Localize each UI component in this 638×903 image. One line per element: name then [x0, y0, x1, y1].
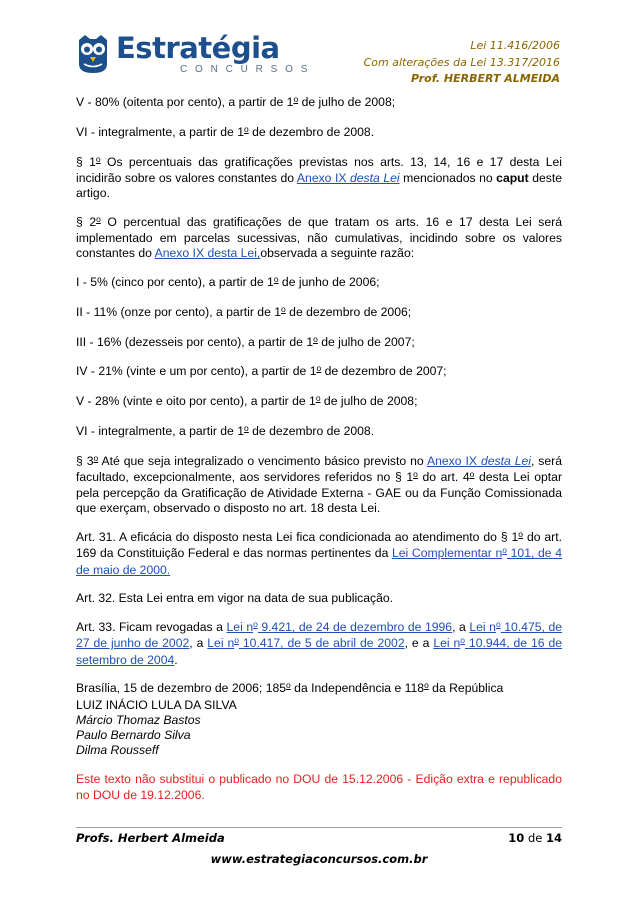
- ordinal-superscript: o: [273, 274, 279, 284]
- ordinal-superscript: o: [244, 123, 249, 134]
- law-link[interactable]: Lei n: [226, 620, 254, 635]
- text-run: Art. 31. A eficácia do disposto nesta Lei fica condicionada ao atendimento do § 1: [76, 530, 519, 545]
- document-body: [76, 95, 562, 816]
- ordinal-superscript: o: [413, 468, 418, 479]
- law-link[interactable]: o: [253, 619, 258, 630]
- law-link[interactable]: o: [495, 619, 501, 630]
- footer-divider: [76, 827, 562, 828]
- law-paragraph: [76, 364, 562, 380]
- text-run: III - 16% (dezesseis por cento), a partir de 1: [76, 334, 314, 349]
- law-link[interactable]: Anexo IX: [296, 170, 350, 185]
- law-link[interactable]: Lei Complementar n: [392, 546, 503, 561]
- text-run: de dezembro de 2008.: [248, 423, 375, 438]
- law-paragraph: [76, 275, 562, 291]
- text-run: desta Lei optar pela percepção da Gratificação de Atividade Externa - GAE ou da Função Comissionada que exerçam, observado o disposto no art. 18 desta Lei.: [76, 469, 563, 516]
- text-run: observada a seguinte razão:: [260, 246, 415, 261]
- total-pages: 14: [545, 831, 562, 845]
- owl-icon: [76, 34, 110, 74]
- law-paragraph: [76, 394, 562, 410]
- signatory: Dilma Rousseff: [76, 743, 159, 758]
- law-link[interactable]: desta Lei: [350, 170, 400, 185]
- law-link[interactable]: o: [234, 635, 239, 646]
- text-run: de julho de 2007;: [317, 334, 415, 349]
- ordinal-superscript: o: [469, 468, 475, 479]
- law-link[interactable]: 9.421, de 24 de dezembro de 1996: [257, 620, 453, 635]
- text-run: , a: [189, 636, 208, 651]
- ordinal-superscript: o: [313, 333, 318, 344]
- header-info: [364, 38, 560, 88]
- ordinal-superscript: o: [95, 153, 101, 164]
- ordinal-superscript: o: [316, 363, 322, 374]
- text-run: VI - integralmente, a partir de 1: [76, 124, 245, 139]
- ordinal-superscript: o: [424, 680, 429, 691]
- law-link[interactable]: 101, de 4 de maio de 2000.: [76, 546, 562, 577]
- law-paragraphs: [76, 95, 562, 668]
- estrategia-logo: [76, 31, 316, 80]
- text-run: .: [174, 652, 178, 667]
- text-run: da República: [428, 681, 504, 696]
- law-paragraph: [76, 335, 562, 351]
- text-run: de dezembro de 2006;: [285, 304, 412, 319]
- text-run: O percentual das gratificações de que tratam os arts. 16 e 17 desta Lei será implementado em parcelas sucessivas, não cumulativas, incidindo sobre os valores constantes do: [76, 214, 562, 261]
- text-run: de dezembro de 2007;: [321, 364, 447, 379]
- ordinal-superscript: o: [518, 529, 524, 540]
- text-run: II - 11% (onze por cento), a partir de 1: [76, 304, 282, 319]
- law-paragraph: [76, 620, 562, 668]
- current-page: 10: [508, 831, 525, 845]
- law-paragraph: [76, 125, 562, 141]
- text-run: V - 28% (vinte e oito por cento), a partir de 1: [76, 394, 316, 409]
- text-run: deste artigo.: [76, 170, 563, 200]
- text-run: da Independência e 118: [290, 681, 425, 696]
- text-run: do art. 169 da Constituição Federal e das normas pertinentes da: [76, 530, 563, 561]
- law-paragraph: [76, 155, 562, 202]
- law-paragraph: [76, 424, 562, 440]
- footer-url: www.estrategiaconcursos.com.br: [210, 852, 428, 866]
- president-name: LUIZ INÁCIO LULA DA SILVA: [76, 697, 237, 712]
- law-paragraph: [76, 591, 562, 606]
- law-link[interactable]: Anexo IX: [426, 453, 481, 468]
- ordinal-superscript: o: [281, 303, 286, 314]
- page-header: [0, 0, 638, 90]
- law-link[interactable]: 10.417, de 5 de abril de 2002: [238, 636, 405, 651]
- text-run: de julho de 2008;: [320, 394, 418, 409]
- ordinal-superscript: o: [244, 422, 249, 433]
- text-run: , e a: [404, 636, 434, 651]
- law-link[interactable]: Anexo IX desta Lei,: [154, 246, 261, 261]
- text-run: de dezembro de 2008.: [248, 124, 375, 139]
- law-link[interactable]: Lei n: [433, 636, 461, 651]
- text-run: Art. 32. Esta Lei entra em vigor na data de sua publicação.: [76, 591, 394, 606]
- law-paragraph: [76, 454, 562, 517]
- text-run: I - 5% (cinco por cento), a partir de 1: [76, 275, 274, 289]
- brand-subtitle: CONCURSOS: [180, 64, 316, 75]
- text-run: mencionados no: [399, 170, 497, 185]
- text-run: do art. 4: [417, 469, 470, 484]
- ordinal-superscript: o: [96, 213, 101, 224]
- signatory: Márcio Thomaz Bastos: [76, 712, 201, 727]
- text-run: de julho de 2008;: [298, 95, 396, 109]
- signatory: Paulo Bernardo Silva: [76, 728, 191, 742]
- text-run: caput: [496, 170, 529, 185]
- ordinal-superscript: o: [286, 680, 291, 691]
- law-link[interactable]: 10.475, de 27 de junho de 2002: [76, 620, 562, 651]
- text-run: § 3: [76, 453, 94, 468]
- law-link[interactable]: desta Lei: [480, 453, 531, 468]
- closing-date: [76, 681, 562, 697]
- text-run: § 2: [76, 214, 97, 229]
- law-link[interactable]: Lei n: [469, 620, 496, 635]
- page-of-label: de: [527, 831, 543, 845]
- text-run: de junho de 2006;: [278, 275, 380, 289]
- law-link[interactable]: o: [460, 635, 466, 646]
- text-run: IV - 21% (vinte e um por cento), a partir de 1: [76, 364, 317, 379]
- text-run: § 1: [76, 154, 96, 169]
- law-paragraph: [76, 305, 562, 321]
- header-professor: Prof. HERBERT ALMEIDA: [410, 72, 560, 85]
- ordinal-superscript: o: [93, 452, 99, 463]
- text-run: Brasília, 15 de dezembro de 2006; 185: [76, 681, 287, 696]
- text-run: , será facultado, excepcionalmente, aos servidores referidos no § 1: [76, 453, 563, 484]
- ordinal-superscript: o: [293, 94, 299, 104]
- law-paragraph: [76, 95, 562, 111]
- brand-name: Estratégia: [116, 31, 280, 65]
- header-changes: Com alterações da Lei 13.317/2016: [363, 55, 560, 69]
- ordinal-superscript: o: [315, 393, 321, 404]
- text-run: Art. 33. Ficam revogadas a: [76, 620, 227, 635]
- text-run: , a: [452, 620, 470, 635]
- law-link[interactable]: o: [502, 545, 507, 556]
- disclaimer: Este texto não substitui o publicado no DOU de 15.12.2006 - Edição extra e republicado no DOU de 19.12.2006.: [76, 772, 562, 802]
- text-run: Até que seja integralizado o vencimento básico previsto no: [98, 453, 427, 468]
- law-link[interactable]: Lei n: [207, 636, 235, 651]
- law-paragraph: [76, 530, 562, 578]
- footer-author: Profs. Herbert Almeida: [76, 831, 225, 845]
- text-run: VI - integralmente, a partir de 1: [76, 423, 245, 438]
- law-link[interactable]: 10.944, de 16 de setembro de 2004: [76, 636, 562, 667]
- law-paragraph: [76, 215, 562, 262]
- page-number: [508, 831, 562, 845]
- text-run: V - 80% (oitenta por cento), a partir de 1: [76, 95, 294, 109]
- text-run: Os percentuais das gratificações previstas nos arts. 13, 14, 16 e 17 desta Lei incidirão sobre os valores constantes do: [76, 154, 562, 185]
- header-law: Lei 11.416/2006: [470, 39, 560, 52]
